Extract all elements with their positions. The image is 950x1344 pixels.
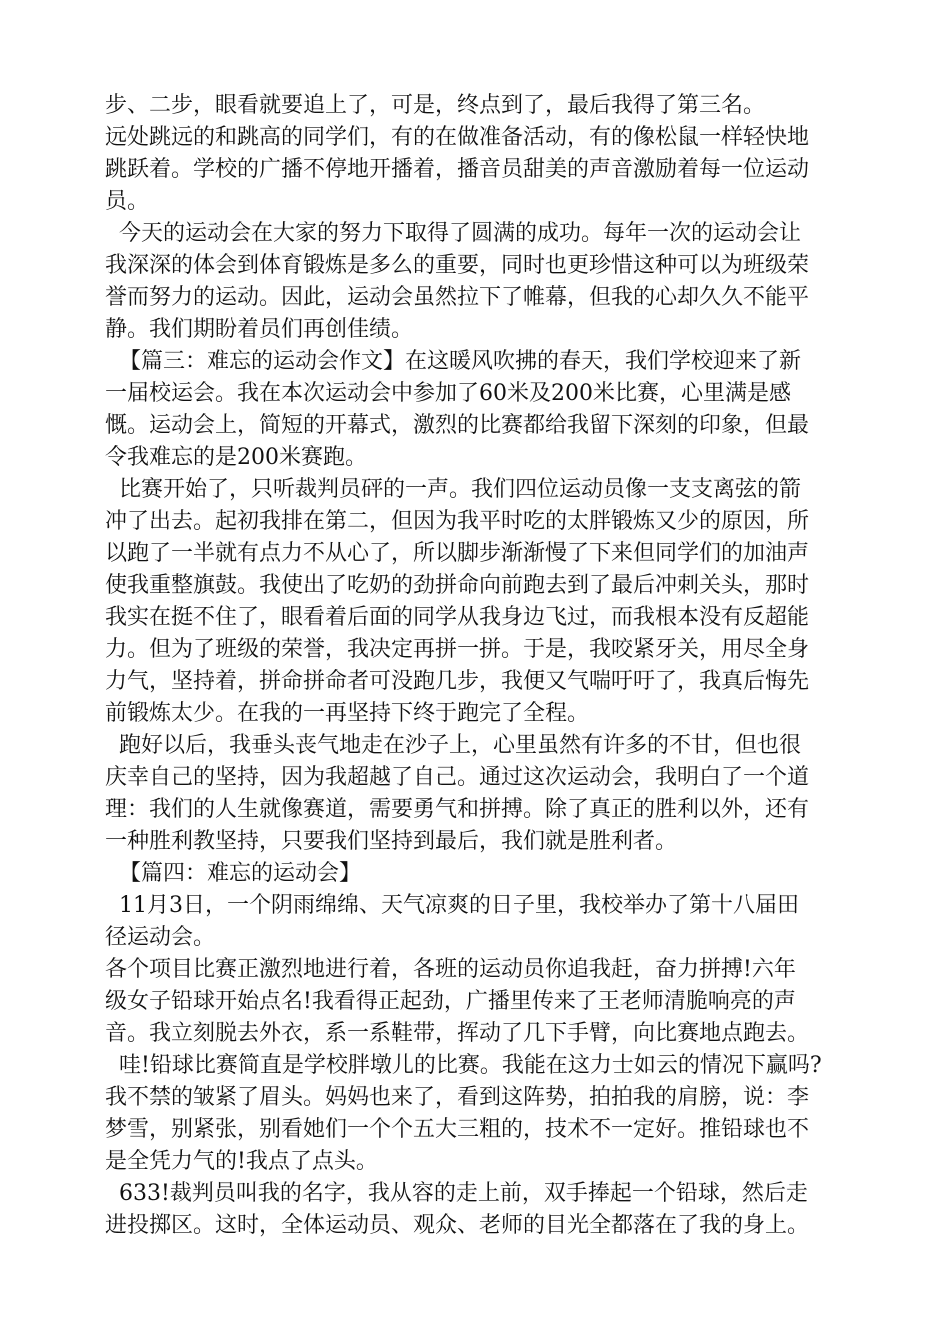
text-line: 冲了出去。起初我排在第二，但因为我平时吃的太胖锻炼又少的原因，所 [105,509,810,534]
text-line: 静。我们期盼着员们再创佳绩。 [105,317,414,342]
text-line: 径运动会。 [105,925,216,950]
text-line: 步、二步，眼看就要追上了，可是，终点到了，最后我得了第三名。 [105,93,766,118]
text-line: 令我难忘的是200米赛跑。 [105,445,367,470]
text-line: 比赛开始了，只听裁判员砰的一声。我们四位运动员像一支支离弦的箭 [105,477,801,502]
text-line: 音。我立刻脱去外衣，系一系鞋带，挥动了几下手臂，向比赛地点跑去。 [105,1021,810,1046]
text-line: 梦雪，别紧张，别看她们一个个五大三粗的，技术不一定好。推铅球也不 [105,1117,810,1142]
text-line: 誉而努力的运动。因此，运动会虽然拉下了帷幕，但我的心却久久不能平 [105,285,810,310]
text-line: 一届校运会。我在本次运动会中参加了60米及200米比赛，心里满是感 [105,381,791,406]
text-line: 今天的运动会在大家的努力下取得了圆满的成功。每年一次的运动会让 [105,221,801,246]
text-line: 【篇三：难忘的运动会作文】在这暖风吹拂的春天，我们学校迎来了新 [105,349,801,374]
text-line: 力气，坚持着，拼命拼命者可没跑几步，我便又气喘吁吁了，我真后悔先 [105,669,810,694]
text-line: 633!裁判员叫我的名字，我从容的走上前，双手捧起一个铅球，然后走 [105,1181,808,1206]
text-line: 远处跳远的和跳高的同学们，有的在做准备活动，有的像松鼠一样轻快地 [105,125,810,150]
text-line: 力。但为了班级的荣誉，我决定再拼一拼。于是，我咬紧牙关，用尽全身 [105,637,810,662]
text-line: 跑好以后，我垂头丧气地走在沙子上，心里虽然有许多的不甘，但也很 [105,733,801,758]
text-line: 是全凭力气的!我点了点头。 [105,1149,378,1174]
text-line: 庆幸自己的坚持，因为我超越了自己。通过这次运动会，我明白了一个道 [105,765,810,790]
text-line: 以跑了一半就有点力不从心了，所以脚步渐渐慢了下来但同学们的加油声 [105,541,810,566]
text-line: 一种胜利教坚持，只要我们坚持到最后，我们就是胜利者。 [105,829,678,854]
text-line: 我实在挺不住了，眼看着后面的同学从我身边飞过，而我根本没有反超能 [105,605,810,630]
text-line: 我不禁的皱紧了眉头。妈妈也来了，看到这阵势，拍拍我的肩膀，说：李 [105,1085,810,1110]
section-heading: 【篇四：难忘的运动会】 [105,861,361,886]
text-line: 员。 [105,189,150,214]
text-line: 11月3日，一个阴雨绵绵、天气凉爽的日子里，我校举办了第十八届田 [105,893,799,918]
text-line: 我深深的体会到体育锻炼是多么的重要，同时也更珍惜这种可以为班级荣 [105,253,810,278]
text-line: 哇!铅球比赛简直是学校胖墩儿的比赛。我能在这力士如云的情况下赢吗? [105,1053,822,1078]
text-line: 进投掷区。这时，全体运动员、观众、老师的目光全都落在了我的身上。 [105,1213,810,1238]
text-line: 理：我们的人生就像赛道，需要勇气和拼搏。除了真正的胜利以外，还有 [105,797,810,822]
text-line: 使我重整旗鼓。我使出了吃奶的劲拼命向前跑去到了最后冲刺关头，那时 [105,573,810,598]
text-line: 各个项目比赛正激烈地进行着，各班的运动员你追我赶，奋力拼搏!六年 [105,957,796,982]
text-line: 级女子铅球开始点名!我看得正起劲，广播里传来了王老师清脆响亮的声 [105,989,796,1014]
text-line: 跳跃着。学校的广播不停地开播着，播音员甜美的声音激励着每一位运动 [105,157,810,182]
text-line: 慨。运动会上，简短的开幕式，激烈的比赛都给我留下深刻的印象，但最 [105,413,810,438]
text-line: 前锻炼太少。在我的一再坚持下终于跑完了全程。 [105,701,590,726]
